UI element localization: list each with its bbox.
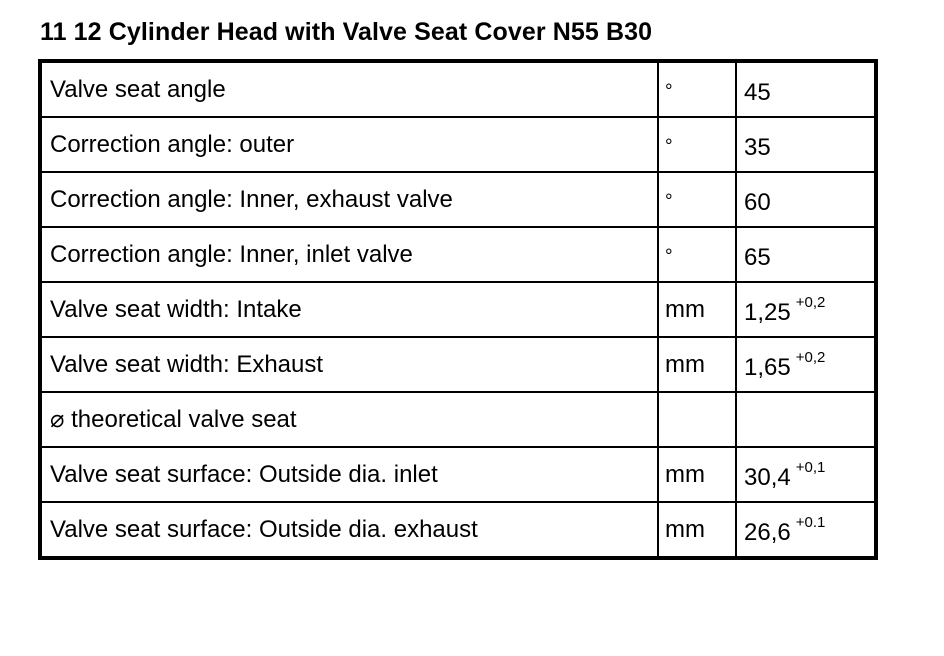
row-value xyxy=(737,73,874,107)
row-unit: ° xyxy=(665,135,673,157)
row-value-tolerance: +0,2 xyxy=(795,293,826,311)
row-value-number: 1,65 xyxy=(744,353,791,381)
row-unit-cell xyxy=(658,227,736,282)
row-value-cell xyxy=(736,502,876,558)
row-value xyxy=(737,183,874,217)
table-row xyxy=(40,337,876,392)
row-unit: ° xyxy=(665,80,673,102)
row-value-tolerance: +0.1 xyxy=(795,513,826,531)
row-unit-cell xyxy=(658,337,736,392)
row-value-number: 35 xyxy=(744,133,771,161)
row-label-cell xyxy=(40,117,658,172)
row-value xyxy=(737,348,874,382)
table-row xyxy=(40,282,876,337)
row-value-number: 60 xyxy=(744,188,771,216)
table-row xyxy=(40,117,876,172)
row-value-number: 65 xyxy=(744,243,771,271)
row-label: Valve seat surface: Outside dia. inlet xyxy=(50,460,438,488)
row-value-tolerance: +0,1 xyxy=(795,458,826,476)
row-value-cell xyxy=(736,61,876,117)
row-unit: mm xyxy=(665,350,705,378)
row-value-tolerance: +0,2 xyxy=(795,348,826,366)
row-label: Correction angle: Inner, exhaust valve xyxy=(50,185,453,213)
row-unit: mm xyxy=(665,460,705,488)
row-label: Correction angle: Inner, inlet valve xyxy=(50,240,413,268)
table-row xyxy=(40,392,876,447)
row-label-cell xyxy=(40,61,658,117)
row-label: Correction angle: outer xyxy=(50,130,295,158)
row-value xyxy=(737,293,874,327)
row-label-cell xyxy=(40,447,658,502)
row-unit-cell xyxy=(658,117,736,172)
row-unit-cell xyxy=(658,392,736,447)
row-label-cell xyxy=(40,337,658,392)
row-unit-cell xyxy=(658,61,736,117)
row-value xyxy=(737,513,874,547)
row-value-number: 1,25 xyxy=(744,298,791,326)
row-unit: mm xyxy=(665,295,705,323)
row-value xyxy=(737,238,874,272)
row-value-cell xyxy=(736,117,876,172)
table-row xyxy=(40,61,876,117)
row-label: Valve seat width: Intake xyxy=(50,295,302,323)
row-value-number: 26,6 xyxy=(744,518,791,546)
row-unit: ° xyxy=(665,190,673,212)
row-unit-cell xyxy=(658,172,736,227)
row-value-number: 30,4 xyxy=(744,463,791,491)
row-value-cell xyxy=(736,282,876,337)
row-unit: mm xyxy=(665,515,705,543)
row-label: Valve seat angle xyxy=(50,75,226,103)
row-unit: ° xyxy=(665,245,673,267)
row-value-cell xyxy=(736,392,876,447)
row-value xyxy=(737,403,874,437)
specification-table xyxy=(38,59,878,560)
row-value-cell xyxy=(736,337,876,392)
table-row xyxy=(40,447,876,502)
table-body xyxy=(40,61,876,558)
table-row xyxy=(40,502,876,558)
row-value xyxy=(737,458,874,492)
table-row xyxy=(40,227,876,282)
row-label: Valve seat width: Exhaust xyxy=(50,350,324,378)
row-value-cell xyxy=(736,447,876,502)
row-label: ⌀ theoretical valve seat xyxy=(50,405,297,433)
row-unit-cell xyxy=(658,502,736,558)
row-label-cell xyxy=(40,392,658,447)
row-unit-cell xyxy=(658,282,736,337)
row-label-cell xyxy=(40,172,658,227)
row-value-cell xyxy=(736,172,876,227)
row-label: Valve seat surface: Outside dia. exhaust xyxy=(50,515,478,543)
row-value-cell xyxy=(736,227,876,282)
row-value-number: 45 xyxy=(744,78,771,106)
row-label-cell xyxy=(40,227,658,282)
table-row xyxy=(40,172,876,227)
row-label-cell xyxy=(40,502,658,558)
page-title: 11 12 Cylinder Head with Valve Seat Cover N55 B30 xyxy=(40,18,653,46)
row-label-cell xyxy=(40,282,658,337)
row-unit-cell xyxy=(658,447,736,502)
row-value xyxy=(737,128,874,162)
